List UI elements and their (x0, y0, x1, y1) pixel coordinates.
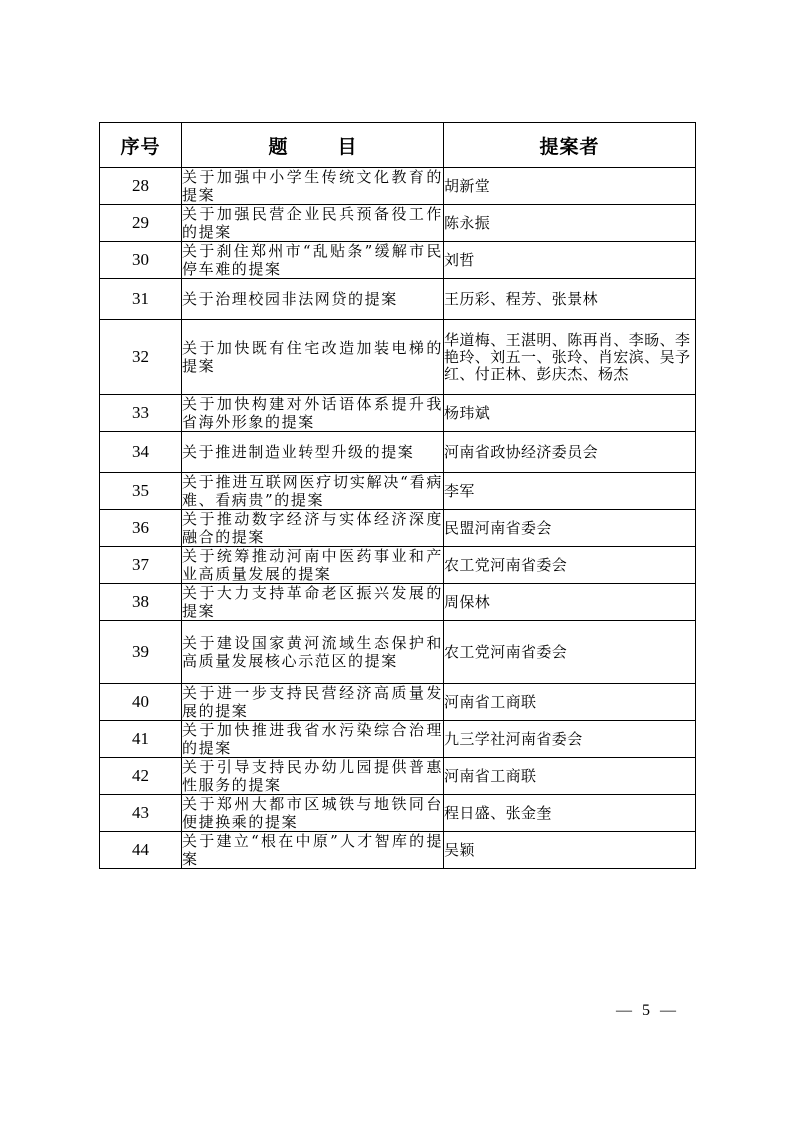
row-number: 31 (100, 279, 182, 320)
row-title: 关于大力支持革命老区振兴发展的提案 (182, 584, 443, 620)
row-number: 29 (100, 205, 182, 242)
row-title: 关于加强中小学生传统文化教育的提案 (182, 168, 443, 204)
table-row (100, 168, 696, 205)
table-row (100, 473, 696, 510)
row-number: 35 (100, 473, 182, 510)
table-row (100, 832, 696, 869)
header-number: 序号 (100, 123, 182, 168)
table-row (100, 684, 696, 721)
row-title: 关于加强民营企业民兵预备役工作的提案 (182, 205, 443, 241)
row-title: 关于刹住郑州市“乱贴条”缓解市民停车难的提案 (182, 242, 443, 278)
row-title: 关于推动数字经济与实体经济深度融合的提案 (182, 510, 443, 546)
row-author: 华道梅、王湛明、陈再肖、李旸、李艳玲、刘五一、张玲、肖宏滨、吴予红、付正林、彭庆杰、杨杰 (444, 320, 696, 395)
row-title: 关于建立“根在中原”人才智库的提案 (182, 832, 443, 868)
row-author: 王历彩、程芳、张景林 (444, 279, 696, 320)
table-row (100, 320, 696, 395)
row-author: 吴颖 (444, 832, 696, 869)
table-row (100, 584, 696, 621)
row-title: 关于加快构建对外话语体系提升我省海外形象的提案 (182, 395, 443, 431)
row-author: 刘哲 (444, 242, 696, 279)
row-title: 关于加快推进我省水污染综合治理的提案 (182, 721, 443, 757)
row-title: 关于进一步支持民营经济高质量发展的提案 (182, 684, 443, 720)
header-author: 提案者 (444, 123, 696, 168)
header-title: 题 目 (182, 123, 444, 168)
row-number: 32 (100, 320, 182, 395)
row-number: 38 (100, 584, 182, 621)
footer-dash-right: — (660, 1002, 676, 1019)
row-author: 杨玮斌 (444, 395, 696, 432)
row-author: 河南省工商联 (444, 758, 696, 795)
row-author: 程日盛、张金奎 (444, 795, 696, 832)
table-row (100, 547, 696, 584)
row-title: 关于加快既有住宅改造加装电梯的提案 (182, 320, 444, 395)
row-number: 44 (100, 832, 182, 869)
table-row (100, 621, 696, 684)
page-footer (610, 1002, 682, 1020)
table-row (100, 205, 696, 242)
row-title: 关于推进制造业转型升级的提案 (182, 432, 444, 473)
proposal-table (99, 122, 696, 869)
row-number: 28 (100, 168, 182, 205)
row-author: 陈永振 (444, 205, 696, 242)
row-author: 农工党河南省委会 (444, 547, 696, 584)
row-author: 河南省工商联 (444, 684, 696, 721)
row-title: 关于治理校园非法网贷的提案 (182, 279, 444, 320)
row-title: 关于引导支持民办幼儿园提供普惠性服务的提案 (182, 758, 443, 794)
row-author: 周保林 (444, 584, 696, 621)
table-row (100, 279, 696, 320)
table-header (100, 123, 696, 168)
page-number: 5 (642, 1002, 650, 1019)
row-author: 九三学社河南省委会 (444, 721, 696, 758)
table-row (100, 758, 696, 795)
table-row (100, 510, 696, 547)
row-number: 42 (100, 758, 182, 795)
row-author: 胡新堂 (444, 168, 696, 205)
row-number: 34 (100, 432, 182, 473)
row-number: 30 (100, 242, 182, 279)
row-title: 关于统筹推动河南中医药事业和产业高质量发展的提案 (182, 547, 443, 583)
row-number: 37 (100, 547, 182, 584)
row-title: 关于建设国家黄河流域生态保护和高质量发展核心示范区的提案 (182, 621, 444, 684)
row-author: 农工党河南省委会 (444, 621, 696, 684)
row-author: 民盟河南省委会 (444, 510, 696, 547)
table-row (100, 242, 696, 279)
table-row (100, 395, 696, 432)
row-number: 36 (100, 510, 182, 547)
table-row (100, 795, 696, 832)
table-row (100, 432, 696, 473)
row-number: 40 (100, 684, 182, 721)
row-number: 33 (100, 395, 182, 432)
row-author: 河南省政协经济委员会 (444, 432, 696, 473)
row-title: 关于郑州大都市区城铁与地铁同台便捷换乘的提案 (182, 795, 443, 831)
row-number: 43 (100, 795, 182, 832)
row-title: 关于推进互联网医疗切实解决“看病难、看病贵”的提案 (182, 473, 443, 509)
footer-dash-left: — (616, 1002, 632, 1019)
table-row (100, 721, 696, 758)
row-number: 41 (100, 721, 182, 758)
row-number: 39 (100, 621, 182, 684)
row-author: 李军 (444, 473, 696, 510)
